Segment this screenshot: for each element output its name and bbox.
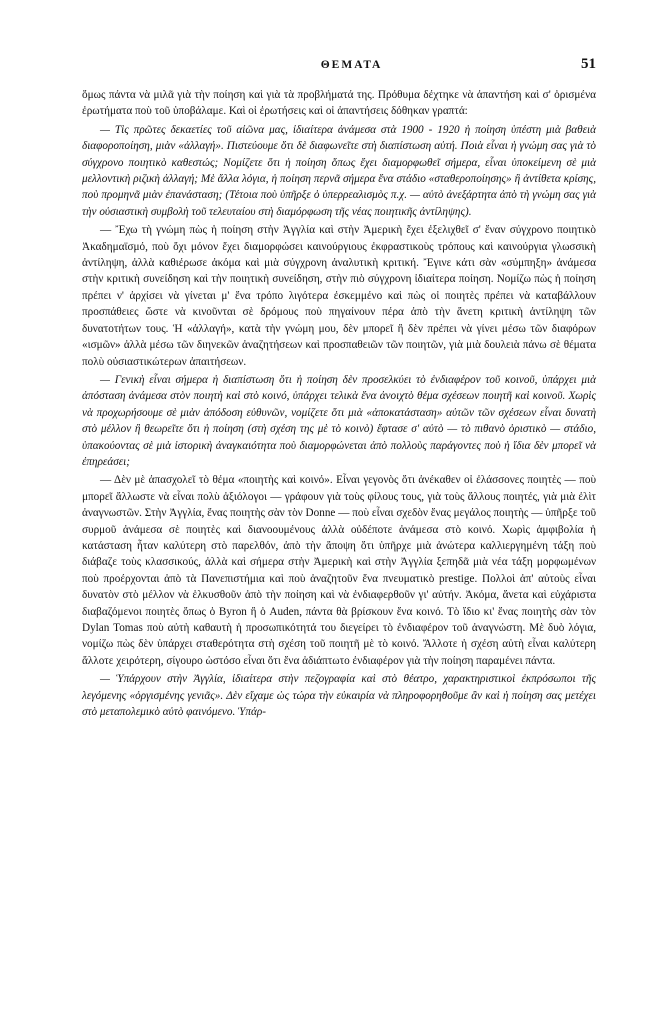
- answer-paragraph: — Δὲν μὲ ἀπασχολεῖ τὸ θέμα «ποιητὴς καὶ κοινό». Εἶναι γεγονὸς ὅτι ἀνέκαθεν οἱ ἐλάσσονες ποιητὲς — ποὺ μπορεῖ ἄλλωστε νὰ εἶναι πολὺ ἀξιόλογοι — γράφουν γιὰ τοὺς φίλους τους, γιὰ τοὺς ἄλλους ποιητές, γιὰ μιὰ ἐλὶτ ἀναγνωστῶν. Στὴν Ἀγγλία, ἕνας ποιητὴς σὰν τὸν Donne — ποὺ εἶναι σχεδὸν ἕνας μεγάλος ποιητὴς — ὑπῆρξε τοῦ συρμοῦ ἀνάμεσα σὲ ποιητὲς καὶ διανοουμένους ἀλλὰ οὐδέποτε ἀνάμεσα στὸ κοινό. Χωρὶς ἀμφιβολία ἡ κατάσταση ἦταν καλύτερη στὸ παρελθόν, ἀπὸ τὴν ἄποψη ὅτι ὑπῆρχε μιὰ ἀνώτερα καλλιεργημένη τάξη ποὺ διάβαζε τοὺς κλασσικούς, ἀλλὰ καὶ σήμερα στὴν Ἀμερικὴ καὶ στὴν Ἀγγλία ξεπηδᾶ μιὰ νέα τάξη μορφωμένων ποὺ προέρχονται ἀπὸ τὰ Πανεπιστήμια καὶ ποὺ ἀναζητοῦν ἕνα πνευματικὸ prestige. Πολλοὶ ἀπ' αὐτοὺς εἶναι δυνατὸν στὸ μέλλον νὰ ἑλκυσθοῦν ἀπὸ τὴν ποίηση καὶ νὰ ἐνδιαφερθοῦν γι' αὐτήν. Ἀκόμα, ἄνετα καὶ εὐχάριστα διαβαζόμενοι ποιητὲς ὅπως ὁ Byron ἢ ὁ Auden, πάντα θὰ βρίσκουν ἕνα κοινό. Τὸ ἴδιο κι' ἕνας ποιητὴς σὰν τὸν Dylan Tomas ποὺ αὐτὴ καθαυτὴ ἡ προσωπικότητά του διεγείρει τὸ ἐνδιαφέρον τοῦ ἀναγνώστη. Μὲ δυὸ λόγια, νομίζω πὼς δὲν ὑπάρχει σταθερότητα στὴ σχέση τοῦ ποιητῆ μὲ τὸ κοινό. Ἄλλοτε ἡ σχέση αὐτὴ εἶναι καλύτερη ἄλλοτε χειρότερη, σίγουρο ὡστόσο εἶναι ὅτι ἕνα ἀδιάπτωτο ἐνδιαφέρον γιὰ τὴν ποίηση παραμένει πάντα.: [82, 474, 596, 667]
- question-paragraph: — Ὑπάρχουν στὴν Ἀγγλία, ἰδιαίτερα στὴν πεζογραφία καὶ στὸ θέατρο, χαρακτηριστικοὶ ἐκπρόσωποι τῆς λεγόμενης «ὀργισμένης γενιᾶς». Δὲν εἴχαμε ὡς τώρα τὴν εὐκαιρία νὰ πληροφορηθοῦμε ἂν καὶ ἡ ποίηση σας μετέχει στὸ μεταπολεμικὸ αὐτὸ φαινόμενο. Ὑπάρ-: [82, 673, 596, 719]
- question-paragraph: — Γενικὴ εἶναι σήμερα ἡ διαπίστωση ὅτι ἡ ποίηση δὲν προσελκύει τὸ ἐνδιαφέρον τοῦ κοινοῦ, ὑπάρχει μιὰ ἀπόσταση ἀνάμεσα στὸν ποιητὴ καὶ στὸ κοινό, ὑπάρχει τελικὰ ἕνα ἀνοιχτὸ θέμα σχέσεων ποιητῆ καὶ κοινοῦ. Χωρὶς νὰ προχωρήσουμε σὲ μιὰν ἀπόδοση εὐθυνῶν, νομίζετε ὅτι μιὰ «ἀποκατάσταση» αὐτῶν τῶν σχέσεων εἶναι δυνατὴ στὸ μέλλον ἢ θεωρεῖτε ὅτι ἡ ποίηση (στὴ σχέση της μὲ τὸ κοινὸ) ἔφτασε σ' αὐτὸ — τὸ πιθανὸ ὁριστικὸ — στάδιο, ὑπακούοντας σὲ μιὰ ἱστορικὴ ἀναγκαιότητα ποὺ διαμορφώνεται ἀπὸ πολλοὺς παράγοντες ποὺ ἡ ἴδια δὲν μπορεῖ νὰ ἐπηρεάσει;: [82, 373, 596, 468]
- answer-paragraph: — Ἔχω τὴ γνώμη πὼς ἡ ποίηση στὴν Ἀγγλία καὶ στὴν Ἀμερικὴ ἔχει ἐξελιχθεῖ σ' ἕναν σύγχρονο ποιητικὸ Ἀκαδημαϊσμό, ποὺ ὄχι μόνον ἔχει διαμορφώσει καινούργιους ἐκφραστικοὺς τρόπους καὶ καινούργια γλωσσικὴ ἀντίληψη, ἀλλὰ καθιέρωσε ἀκόμα καὶ μιὰ σύγχρονη ἀναλυτικὴ κριτική. Ἔγινε κάτι σὰν «σύμπηξη» ἀνάμεσα στὴν κριτικὴ συνείδηση καὶ τὴν ποιητικὴ συνείδηση, στὴν πιὸ σύγχρονη ἰδιαίτερα ποίηση. Νομίζω πὼς ἡ ποίηση πρέπει ν' ἀρχίσει νὰ γίνεται μ' ἕνα τρόπο λιγότερα ἐσκεμμένο καὶ πὼς οἱ ποιητὲς πρέπει νὰ καταβάλλουν προσπάθειες ὥστε νὰ κινοῦνται σὲ δρόμους ποὺ πηγαίνουν πέρα ἀπὸ τὴν ἄνετη κριτικὴ ἀντίληψη τῶν δυνατοτήτων τους. Ἡ «ἀλλαγή», κατὰ τὴν γνώμη μου, δὲν μπορεῖ ἢ δὲν πρέπει νὰ γίνει μέσω τῶν διαφόρων «ισμῶν» ἀλλὰ μέσω τῶν διηνεκῶν ἀναζητήσεων καὶ προσπαθειῶν τῶν ποιητῶν, γιὰ μιὰ δουλειὰ πάνω σὲ θέματα πολὺ οὐσιαστικώτερων ἀπαιτήσεων.: [82, 224, 596, 368]
- page-number: 51: [581, 56, 596, 72]
- paragraph-intro: ὅμως πάντα νὰ μιλᾶ γιὰ τὴν ποίηση καὶ γιὰ τὰ προβλήματά της. Πρόθυμα δέχτηκε νὰ ἀπαντήση καὶ σ' ὁρισμένα ἐρωτήματα ποὺ τοῦ ὑποβάλαμε. Καὶ οἱ ἐρωτήσεις καὶ οἱ ἀπαντήσεις δόθηκαν γραπτά:: [82, 89, 596, 118]
- page-header: [82, 56, 596, 73]
- article-body: [82, 87, 596, 720]
- question-paragraph: — Τὶς πρῶτες δεκαετίες τοῦ αἰῶνα μας, ἰδιαίτερα ἀνάμεσα στὰ 1900 - 1920 ἡ ποίηση ὑπέστη μιὰ βαθειὰ διαφοροποίηση, μιὰν «ἀλλαγή». Πιστεύουμε ὅτι δὲ διαφωνεῖτε στὴ διαπίστωση αὐτή. Ποιὰ εἶναι ἡ γνώμη σας γιὰ τὸ σύγχρονο ποιητικὸ καθεστώς; Νομίζετε ὅτι ἡ ποίηση ὅπως ἔχει διαμορφωθεῖ σήμερα, εἶναι ὑποκείμενη σὲ μιὰ μελλοντικὴ ριζικὴ ἀλλαγή; Μὲ ἄλλα λόγια, ἡ ποίηση περνᾶ σήμερα ἕνα στάδιο «σταθεροποίησης» ἢ ἀντίθετα κρίσης, ποὺ προμηνᾶ μιὰν ἐπανάσταση; (Τέτοια ποὺ ὑπῆρξε ὁ ὑπερρεαλισμὸς π.χ. — αὐτὸ ἀνεξάρτητα ἀπὸ τὴ γνώμη σας γιὰ τὴν οὐσιαστικὴ συμβολὴ τοῦ τελευταίου στὴ διαμόρφωση τῆς νέας ποιητικῆς ἀντίληψης).: [82, 123, 596, 218]
- running-title: ΘΕΜΑΤΑ: [320, 59, 383, 71]
